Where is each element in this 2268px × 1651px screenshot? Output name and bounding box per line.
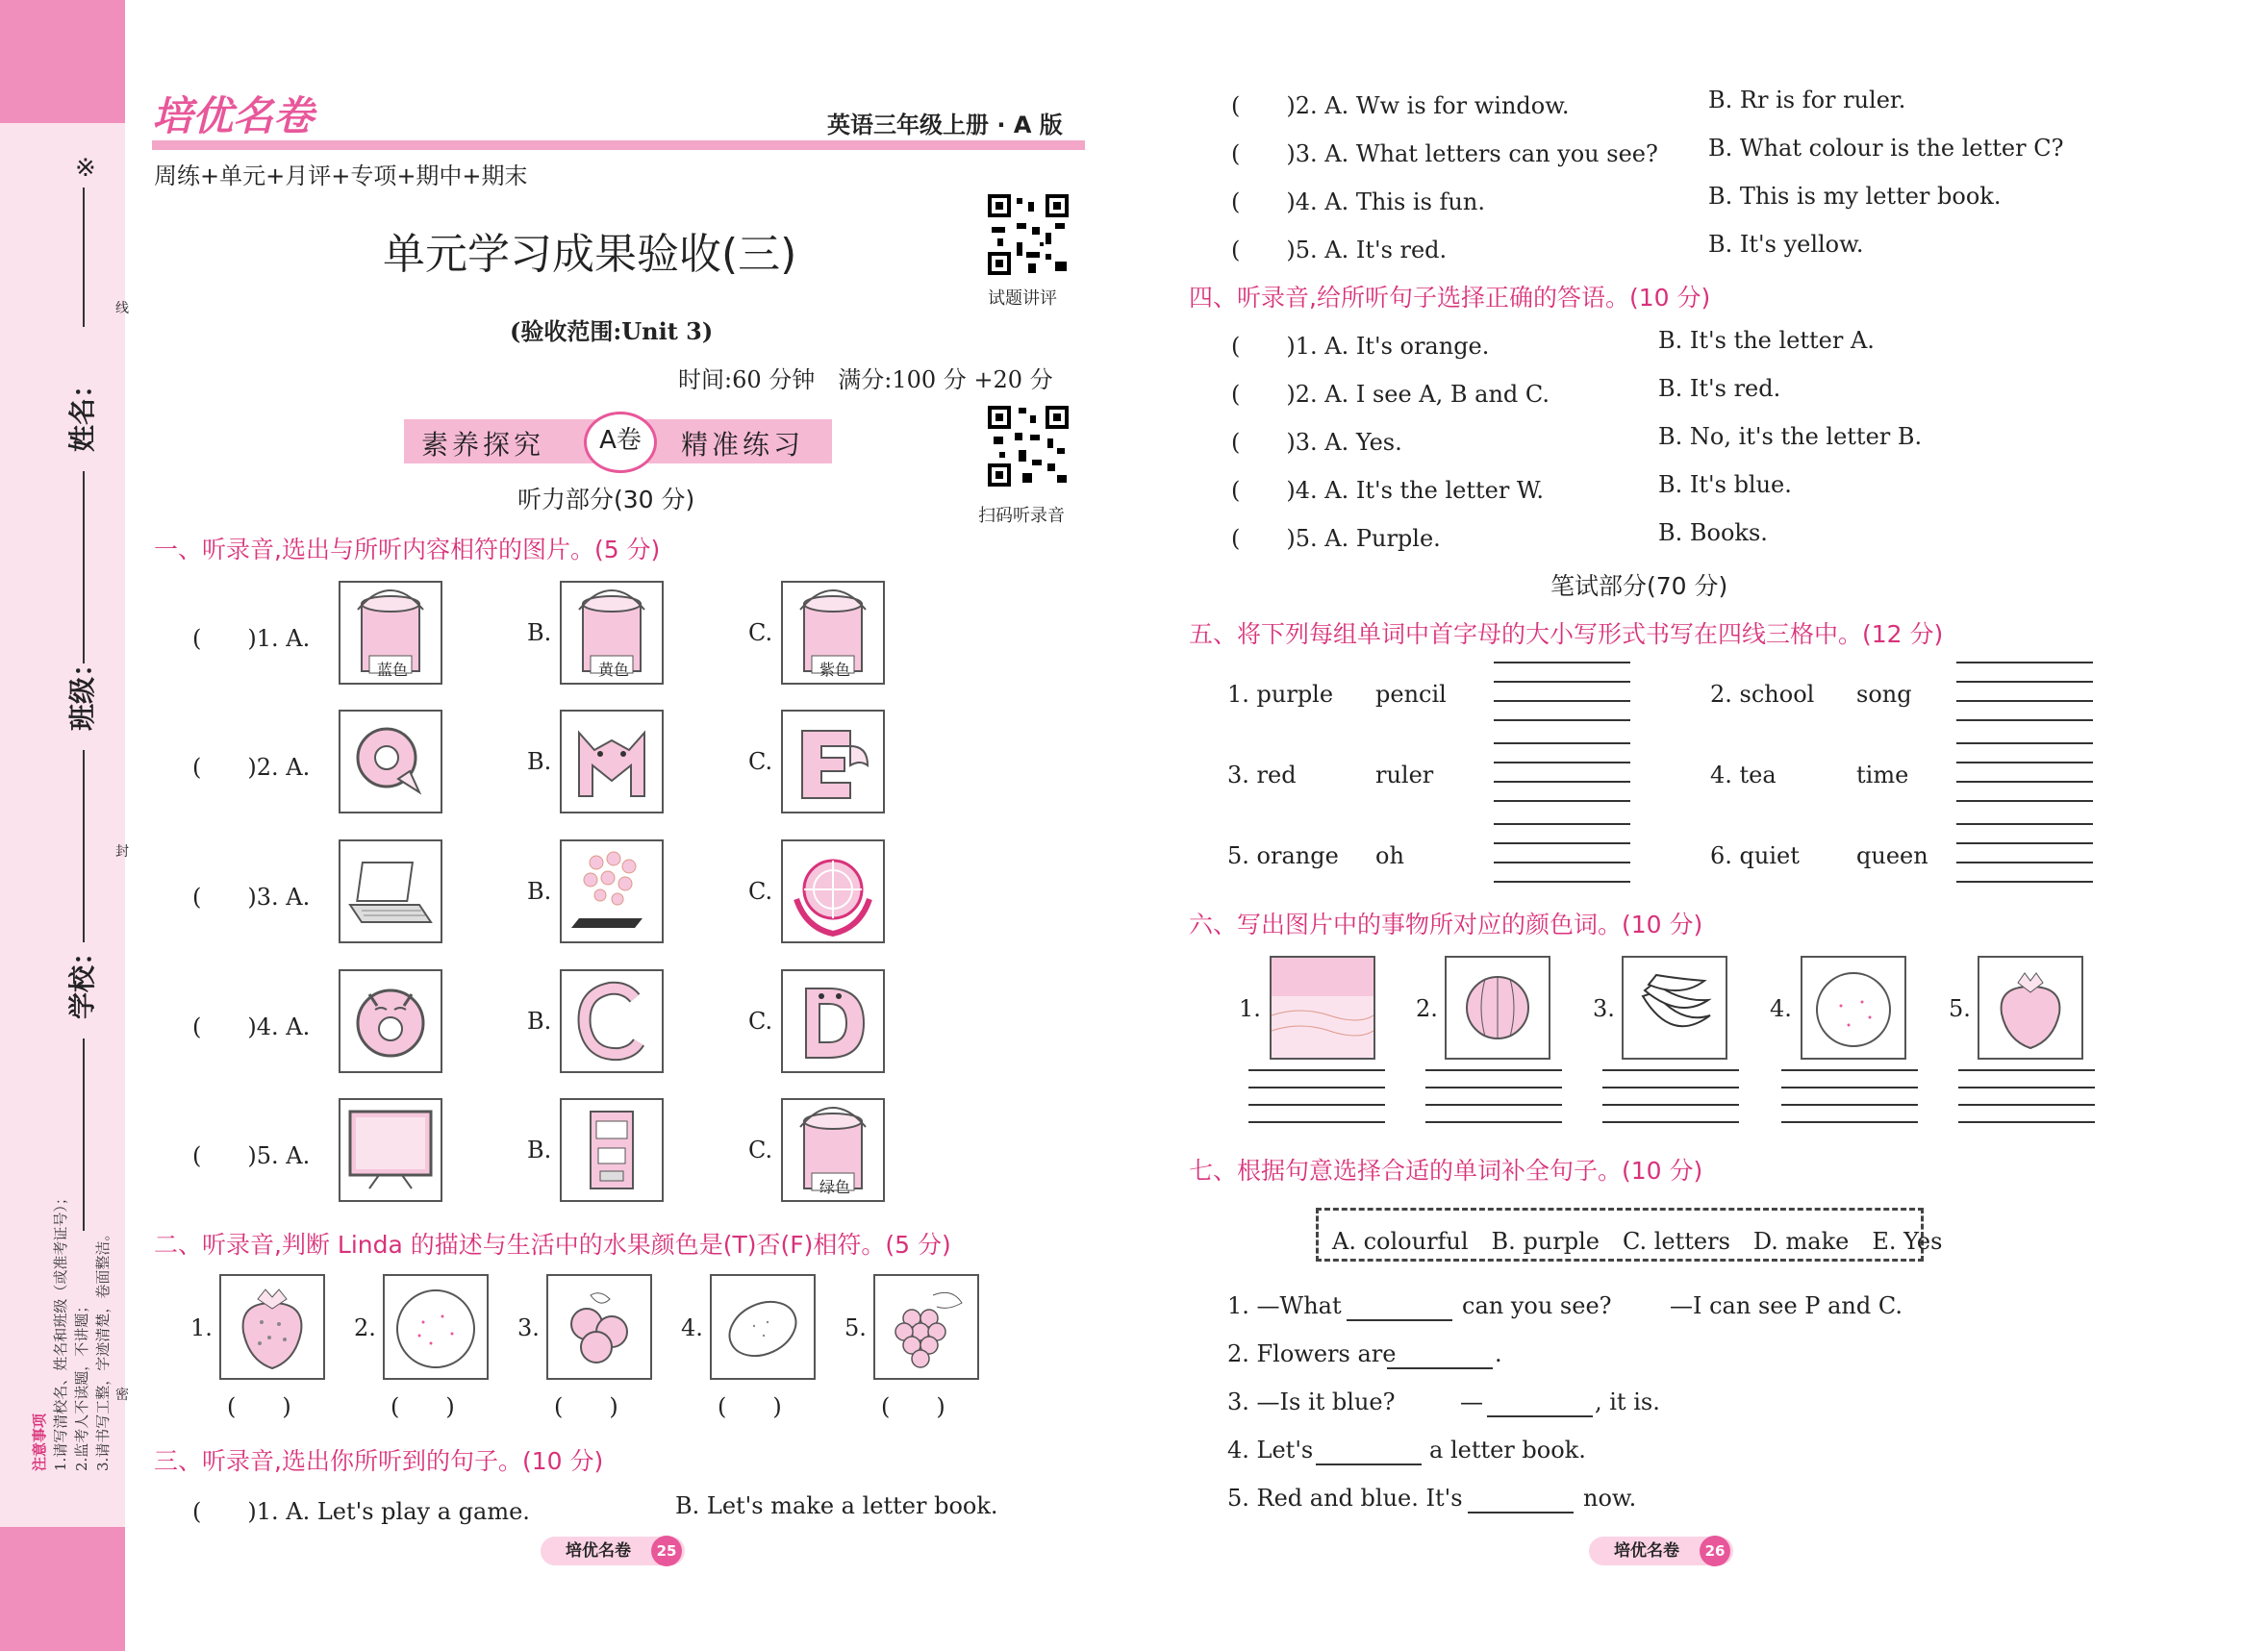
page-title: 单元学习成果验收(三): [383, 230, 797, 279]
note-3: 3.请书写工整，字迹清楚，卷面整洁。: [94, 1226, 112, 1471]
s2-blank-5[interactable]: ( ): [881, 1393, 945, 1420]
letter-c-snake-image[interactable]: [560, 969, 664, 1073]
strawberry-image[interactable]: [219, 1274, 325, 1380]
s3-item-4-b[interactable]: B. This is my letter book.: [1708, 183, 2002, 210]
exam-scope: (验收范围:Unit 3): [510, 317, 714, 345]
cherry-blossom-scene-image[interactable]: [1270, 956, 1375, 1060]
orange-fruit-image[interactable]: [1801, 956, 1906, 1060]
qr-caption-review: 试题讲评: [988, 288, 1057, 309]
paint-bucket-blue-image[interactable]: [339, 581, 442, 685]
banner-left: 素养探究: [421, 429, 545, 461]
s7-blank-4[interactable]: [1316, 1463, 1422, 1465]
s7-item-3-a: 3. —Is it blue?: [1227, 1388, 1396, 1415]
series-line: 周练+单元+月评+专项+期中+期末: [154, 163, 528, 189]
s5-item-6-word-a: 6. quiet: [1710, 842, 1800, 869]
s2-num-4: 4.: [681, 1314, 703, 1341]
cut-mark-2: 封: [115, 844, 129, 860]
cut-mark-1: 线: [115, 301, 129, 316]
s4-item-2-a[interactable]: ( )2. A. I see A, B and C.: [1231, 381, 1550, 408]
section-2-title: 二、听录音,判断 Linda 的描述与生活中的水果颜色是(T)否(F)相符。(5 分): [154, 1231, 951, 1259]
s4-item-5-a[interactable]: ( )5. A. Purple.: [1231, 525, 1441, 552]
s5-item-5-word-a: 5. orange: [1227, 842, 1339, 869]
s3-item-5-a[interactable]: ( )5. A. It's red.: [1231, 237, 1448, 263]
letter-q-bird-image[interactable]: [339, 710, 442, 813]
letter-m-cat-image[interactable]: [560, 710, 664, 813]
grapes-image[interactable]: [873, 1274, 979, 1380]
s4-item-1-a[interactable]: ( )1. A. It's orange.: [1231, 333, 1490, 360]
logo: 培优名卷: [152, 92, 315, 139]
sidebar-top-band: [0, 0, 125, 123]
s6-items: [1239, 952, 2104, 1135]
writing-part-heading: 笔试部分(70 分): [1550, 572, 1728, 600]
s2-num-2: 2.: [354, 1314, 376, 1341]
notes-title: 注意事项: [31, 1413, 48, 1471]
note-2: 2.监考人不读题，不讲题；: [73, 1298, 90, 1471]
bucket-label: 绿色: [819, 1178, 851, 1196]
s4-item-4-b[interactable]: B. It's blue.: [1658, 471, 1792, 498]
section-5-title: 五、将下列每组单词中首字母的大小写形式书写在四线三格中。(12 分): [1189, 620, 1944, 648]
s5-item-3-word-a: 3. red: [1227, 762, 1297, 788]
phone-apps-image[interactable]: [560, 839, 664, 943]
s6-num-5: 5.: [1949, 995, 1971, 1022]
s2-blank-1[interactable]: ( ): [227, 1393, 291, 1420]
s1-row-2: [192, 710, 895, 817]
s6-num-4: 4.: [1770, 995, 1792, 1022]
s1-q4-label[interactable]: ( )4. A.: [192, 1013, 311, 1040]
s1-q1-label[interactable]: ( )1. A.: [192, 625, 311, 652]
book-title: 英语三年级上册 · A 版: [827, 112, 1063, 138]
s6-num-2: 2.: [1416, 995, 1438, 1022]
s2-num-3: 3.: [517, 1314, 540, 1341]
s7-item-5-b: now.: [1583, 1485, 1637, 1512]
page-number-right: 26: [1700, 1536, 1730, 1566]
s7-item-1-b: can you see?: [1462, 1292, 1612, 1319]
section-7-title: 七、根据句意选择合适的单词补全句子。(10 分): [1189, 1157, 1703, 1185]
notes-block: [29, 1190, 112, 1472]
s1-q5-c[interactable]: C.: [748, 1137, 773, 1163]
s6-num-3: 3.: [1593, 995, 1615, 1022]
footer-left: 培优名卷: [541, 1537, 685, 1565]
s4-item-3-a[interactable]: ( )3. A. Yes.: [1231, 429, 1402, 456]
letter-e-elephant-image[interactable]: [781, 710, 885, 813]
s1-q3-b[interactable]: B.: [527, 878, 552, 905]
section-6-title: 六、写出图片中的事物所对应的颜色词。(10 分): [1189, 911, 1703, 938]
s5-item-4-word-a: 4. tea: [1710, 762, 1777, 788]
name-line: [83, 188, 85, 327]
letter-d-dog-image[interactable]: [781, 969, 885, 1073]
s5-item-4-word-b: time: [1856, 762, 1909, 788]
s2-num-5: 5.: [844, 1314, 867, 1341]
s5-item-1-word-a: 1. purple: [1227, 681, 1334, 708]
s1-q5-label[interactable]: ( )5. A.: [192, 1142, 311, 1169]
s3-item-3-a[interactable]: ( )3. A. What letters can you see?: [1231, 140, 1658, 167]
name-label: 姓名：: [66, 370, 98, 452]
s7-blank-5[interactable]: [1468, 1512, 1574, 1513]
s1-row-1: [192, 581, 895, 688]
s7-item-2-a: 2. Flowers are: [1227, 1340, 1397, 1367]
watermelon-image[interactable]: [1445, 956, 1550, 1060]
class-line-top: [83, 471, 85, 663]
s3-item-2-b[interactable]: B. Rr is for ruler.: [1708, 87, 1906, 113]
s1-q2-c[interactable]: C.: [748, 748, 773, 775]
un-emblem-image[interactable]: [781, 839, 885, 943]
s1-q3-c[interactable]: C.: [748, 878, 773, 905]
s2-items: [190, 1274, 989, 1418]
s7-item-3-c: , it is.: [1595, 1388, 1660, 1415]
bucket-label: 黄色: [598, 661, 630, 679]
s1-row-3: [192, 839, 895, 947]
s4-item-1-b[interactable]: B. It's the letter A.: [1658, 327, 1875, 354]
s7-blank-1[interactable]: [1347, 1319, 1452, 1321]
school-line: [83, 1038, 85, 1231]
orange-image[interactable]: [383, 1274, 489, 1380]
s5-item-1-word-b: pencil: [1375, 681, 1447, 708]
s1-row-5: [192, 1098, 895, 1206]
exam-time: 时间:60 分钟 满分:100 分 +20 分: [678, 366, 1053, 393]
s2-blank-2[interactable]: ( ): [391, 1393, 455, 1420]
qr-code-review[interactable]: [988, 194, 1069, 275]
s1-row-4: [192, 969, 895, 1077]
bananas-image[interactable]: [1622, 956, 1727, 1060]
s5-item-2-word-b: song: [1856, 681, 1912, 708]
s1-q5-b[interactable]: B.: [527, 1137, 552, 1163]
s7-item-4-a: 4. Let's: [1227, 1437, 1314, 1463]
s3-item-3-b[interactable]: B. What colour is the letter C?: [1708, 135, 2064, 162]
s1-q4-c[interactable]: C.: [748, 1008, 773, 1035]
s5-item-2-word-a: 2. school: [1710, 681, 1815, 708]
s7-item-1-c: —I can see P and C.: [1670, 1292, 1903, 1319]
section-1-title: 一、听录音,选出与所听内容相符的图片。(5 分): [154, 536, 661, 563]
letter-o-owl-image[interactable]: [339, 969, 442, 1073]
s7-item-3-b: —: [1460, 1388, 1483, 1415]
s1-q2-label[interactable]: ( )2. A.: [192, 754, 311, 781]
s1-q3-label[interactable]: ( )3. A.: [192, 884, 311, 911]
writing-grid-right[interactable]: [1956, 662, 2093, 883]
s4-item-5-b[interactable]: B. Books.: [1658, 519, 1768, 546]
s7-item-2-b: .: [1495, 1340, 1502, 1367]
s1-q2-b[interactable]: B.: [527, 748, 552, 775]
note-1: 1.请写清校名、姓名和班级（或准考证号）；: [52, 1190, 69, 1471]
s3-item-1-a[interactable]: ( )1. A. Let's play a game.: [192, 1498, 530, 1525]
s5-item-3-word-b: ruler: [1375, 762, 1434, 788]
tv-image[interactable]: [339, 1098, 442, 1202]
s2-blank-3[interactable]: ( ): [554, 1393, 618, 1420]
paint-bucket-yellow-image[interactable]: [560, 581, 664, 685]
s7-blank-3[interactable]: [1487, 1415, 1593, 1417]
school-label: 学校：: [66, 938, 98, 1019]
bucket-label: 蓝色: [377, 661, 409, 679]
section-3-title: 三、听录音,选出你所听到的句子。(10 分): [154, 1447, 604, 1475]
s6-num-1: 1.: [1239, 995, 1261, 1022]
s3-item-4-a[interactable]: ( )4. A. This is fun.: [1231, 188, 1485, 215]
bucket-label: 紫色: [819, 661, 851, 679]
qr-code-audio[interactable]: [988, 406, 1069, 487]
s7-item-1-a: 1. —What: [1227, 1292, 1342, 1319]
atm-image[interactable]: [560, 1098, 664, 1202]
lemon-image[interactable]: [710, 1274, 816, 1380]
class-label: 班级：: [66, 649, 98, 731]
strawberry-color-image[interactable]: [1978, 956, 2083, 1060]
cut-mark-3: 密: [115, 1388, 129, 1403]
s7-item-4-b: a letter book.: [1429, 1437, 1586, 1463]
sidebar-mark: ※: [75, 154, 96, 183]
banner-badge: A卷: [584, 412, 657, 473]
laptop-image[interactable]: [339, 839, 442, 943]
s5-item-6-word-b: queen: [1856, 842, 1928, 869]
s4-item-3-b[interactable]: B. No, it's the letter B.: [1658, 423, 1923, 450]
page-number-left: 25: [651, 1536, 682, 1566]
banner-right: 精准练习: [681, 429, 805, 461]
s2-blank-4[interactable]: ( ): [718, 1393, 782, 1420]
word-bank-box: [1316, 1208, 1943, 1262]
s3-item-1-b[interactable]: B. Let's make a letter book.: [675, 1492, 998, 1519]
footer-right: 培优名卷: [1589, 1537, 1733, 1565]
s3-item-2-a[interactable]: ( )2. A. Ww is for window.: [1231, 92, 1570, 119]
s3-item-5-b[interactable]: B. It's yellow.: [1708, 231, 1864, 258]
s1-q1-c[interactable]: C.: [748, 619, 773, 646]
s2-num-1: 1.: [190, 1314, 213, 1341]
sidebar-bottom-band: [0, 1527, 125, 1651]
class-line: [83, 750, 85, 942]
s4-item-2-b[interactable]: B. It's red.: [1658, 375, 1781, 402]
qr-caption-audio: 扫码听录音: [978, 506, 1065, 526]
word-bank-options: A. colourful B. purple C. letters D. make E. Yes: [1332, 1228, 1943, 1255]
blueberries-image[interactable]: [546, 1274, 652, 1380]
listening-part-heading: 听力部分(30 分): [517, 486, 695, 513]
writing-grid-left[interactable]: [1494, 662, 1630, 883]
paint-bucket-green-image[interactable]: [781, 1098, 885, 1202]
s5-item-5-word-b: oh: [1375, 842, 1404, 869]
paint-bucket-purple-image[interactable]: [781, 581, 885, 685]
s4-item-4-a[interactable]: ( )4. A. It's the letter W.: [1231, 477, 1545, 504]
s1-q4-b[interactable]: B.: [527, 1008, 552, 1035]
s7-blank-2[interactable]: [1387, 1367, 1493, 1369]
header-rule: [152, 140, 1085, 150]
section-4-title: 四、听录音,给所听句子选择正确的答语。(10 分): [1189, 284, 1711, 312]
s1-q1-b[interactable]: B.: [527, 619, 552, 646]
s7-item-5-a: 5. Red and blue. It's: [1227, 1485, 1463, 1512]
